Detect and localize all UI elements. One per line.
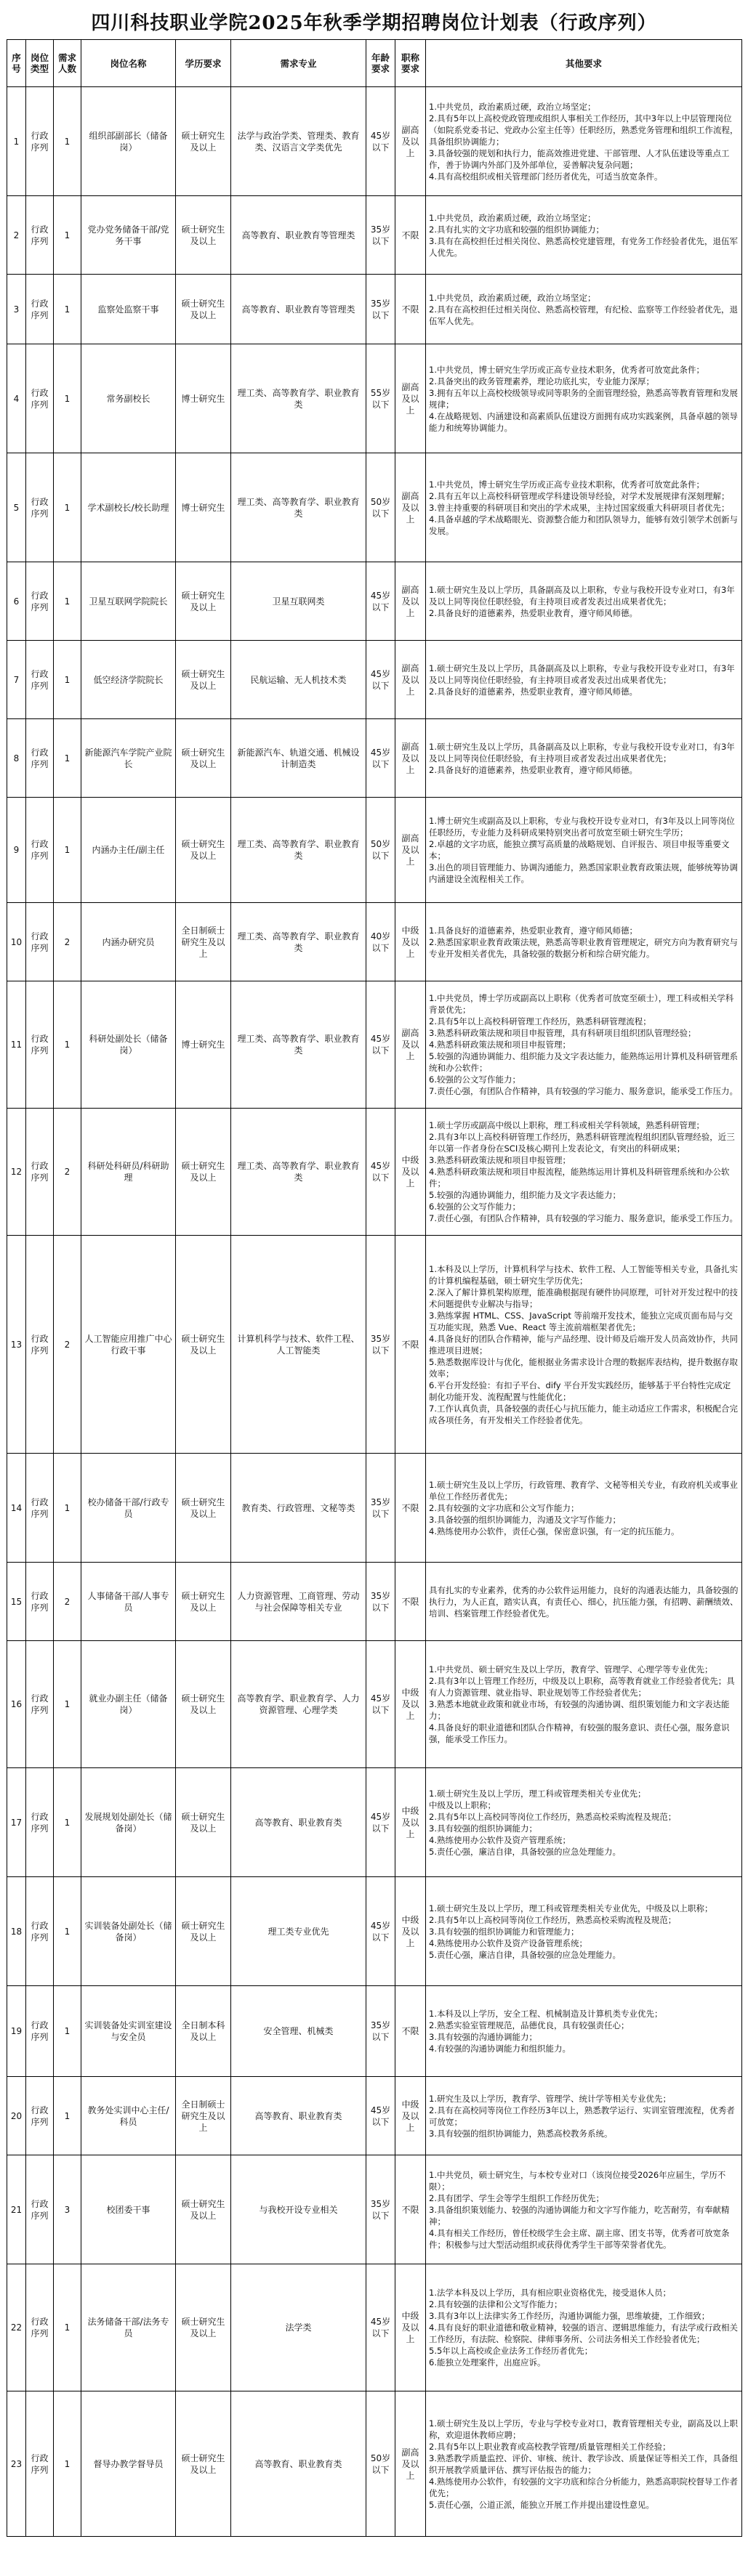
position-name: 党办党务储备干部/党务干事 bbox=[81, 196, 176, 275]
other-requirements bbox=[426, 798, 742, 903]
headcount: 1 bbox=[54, 2391, 81, 2537]
title-requirement: 副高及以上 bbox=[395, 2391, 426, 2537]
major-requirement: 安全管理、机械类 bbox=[231, 1986, 366, 2077]
other-requirements bbox=[426, 275, 742, 344]
major-requirement: 高等教育学、职业教育学、人力资源管理、心理学类 bbox=[231, 1641, 366, 1768]
title-requirement: 不限 bbox=[395, 1454, 426, 1563]
table-row bbox=[7, 1986, 742, 2077]
table-row bbox=[7, 1563, 742, 1641]
table-row bbox=[7, 641, 742, 719]
other-requirements bbox=[426, 2155, 742, 2264]
title-requirement: 不限 bbox=[395, 1986, 426, 2077]
row-number: 1 bbox=[7, 87, 26, 196]
major-requirement: 理工类、高等教育学、职业教育类 bbox=[231, 453, 366, 562]
title-requirement: 不限 bbox=[395, 1563, 426, 1641]
table-row bbox=[7, 1236, 742, 1454]
age-requirement: 35岁以下 bbox=[366, 2155, 395, 2264]
position-category: 行政序列 bbox=[26, 1454, 54, 1563]
position-name: 就业办副主任（储备岗） bbox=[81, 1641, 176, 1768]
requirements-text: 1.中共党员，政治素质过硬，政治立场坚定； 2.具有在高校担任过相关岗位、熟悉高校管理，有纪检、监察等工作经验者优先，退伍军人优先。 bbox=[429, 292, 738, 326]
position-name: 督导办教学督导员 bbox=[81, 2391, 176, 2537]
headcount: 1 bbox=[54, 2264, 81, 2391]
row-number: 9 bbox=[7, 798, 26, 903]
row-number: 14 bbox=[7, 1454, 26, 1563]
position-name: 内涵办研究员 bbox=[81, 903, 176, 981]
position-category: 行政序列 bbox=[26, 2264, 54, 2391]
other-requirements bbox=[426, 1768, 742, 1877]
education-requirement: 硕士研究生及以上 bbox=[176, 196, 231, 275]
row-number: 6 bbox=[7, 562, 26, 641]
age-requirement: 45岁以下 bbox=[366, 981, 395, 1109]
header-position: 岗位名称 bbox=[81, 40, 176, 87]
major-requirement: 法学与政治学类、管理类、教育类、汉语言文学类优先 bbox=[231, 87, 366, 196]
education-requirement: 硕士研究生及以上 bbox=[176, 2155, 231, 2264]
title-requirement: 副高及以上 bbox=[395, 981, 426, 1109]
table-row bbox=[7, 1768, 742, 1877]
table-row bbox=[7, 903, 742, 981]
age-requirement: 55岁以下 bbox=[366, 344, 395, 453]
row-number: 15 bbox=[7, 1563, 26, 1641]
row-number: 7 bbox=[7, 641, 26, 719]
table-row bbox=[7, 562, 742, 641]
title-requirement: 副高及以上 bbox=[395, 798, 426, 903]
education-requirement: 硕士研究生及以上 bbox=[176, 798, 231, 903]
other-requirements bbox=[426, 196, 742, 275]
age-requirement: 45岁以下 bbox=[366, 1768, 395, 1877]
age-requirement: 35岁以下 bbox=[366, 1236, 395, 1454]
row-number: 23 bbox=[7, 2391, 26, 2537]
row-number: 10 bbox=[7, 903, 26, 981]
recruitment-table bbox=[7, 39, 742, 2537]
row-number: 18 bbox=[7, 1877, 26, 1986]
header-count: 需求人数 bbox=[54, 40, 81, 87]
headcount: 1 bbox=[54, 1986, 81, 2077]
other-requirements bbox=[426, 903, 742, 981]
table-row bbox=[7, 719, 742, 798]
requirements-text: 1.研究生及以上学历，教育学、管理学、统计学等相关专业优先； 2.具有在高校同等岗位工作经历3年以上，熟悉教学运行、实训室管理流程，优秀者可放宽； 3.具有较强的组织协调能力，熟悉高校教务系统。 bbox=[429, 2093, 735, 2139]
headcount: 1 bbox=[54, 344, 81, 453]
row-number: 21 bbox=[7, 2155, 26, 2264]
headcount: 1 bbox=[54, 1454, 81, 1563]
major-requirement: 法学类 bbox=[231, 2264, 366, 2391]
age-requirement: 45岁以下 bbox=[366, 1109, 395, 1236]
row-number: 5 bbox=[7, 453, 26, 562]
other-requirements bbox=[426, 1877, 742, 1986]
position-name: 监察处监察干事 bbox=[81, 275, 176, 344]
major-requirement: 高等教育、职业教育等管理类 bbox=[231, 275, 366, 344]
education-requirement: 硕士研究生及以上 bbox=[176, 87, 231, 196]
title-requirement: 中级及以上 bbox=[395, 2077, 426, 2155]
age-requirement: 45岁以下 bbox=[366, 562, 395, 641]
other-requirements bbox=[426, 981, 742, 1109]
table-row bbox=[7, 453, 742, 562]
title-requirement: 中级及以上 bbox=[395, 1877, 426, 1986]
position-category: 行政序列 bbox=[26, 1641, 54, 1768]
position-category: 行政序列 bbox=[26, 1986, 54, 2077]
header-age: 年龄要求 bbox=[366, 40, 395, 87]
requirements-text: 1.具备良好的道德素养，热爱职业教育，遵守师风师德； 2.熟悉国家职业教育政策法规，熟悉高等职业教育管理规定，研究方向为教育研究与专业开发相关者优先，具备较强的数据分析和综合研究能力。 bbox=[429, 925, 738, 959]
education-requirement: 博士研究生 bbox=[176, 453, 231, 562]
table-row bbox=[7, 2155, 742, 2264]
title-requirement: 中级及以上 bbox=[395, 1109, 426, 1236]
position-name: 卫星互联网学院院长 bbox=[81, 562, 176, 641]
position-name: 发展规划处副处长（储备岗） bbox=[81, 1768, 176, 1877]
table-row bbox=[7, 798, 742, 903]
requirements-text: 1.硕士研究生及以上学历，行政管理、教育学、文秘等相关专业，有政府机关或事业单位工作经历者优先； 2.具有较强的文字功底和公文写作能力； 3.具备较强的组织协调能力，沟通及文字写作能力； 4.熟练使用办公软件，责任心强，保密意识强，有一定的抗压能力。 bbox=[429, 1479, 738, 1536]
row-number: 20 bbox=[7, 2077, 26, 2155]
position-name: 校团委干事 bbox=[81, 2155, 176, 2264]
age-requirement: 35岁以下 bbox=[366, 275, 395, 344]
major-requirement: 与我校开设专业相关 bbox=[231, 2155, 366, 2264]
headcount: 1 bbox=[54, 1877, 81, 1986]
position-category: 行政序列 bbox=[26, 1877, 54, 1986]
headcount: 2 bbox=[54, 1109, 81, 1236]
education-requirement: 硕士研究生及以上 bbox=[176, 562, 231, 641]
major-requirement: 教育类、行政管理、文秘等类 bbox=[231, 1454, 366, 1563]
position-category: 行政序列 bbox=[26, 562, 54, 641]
header-category: 岗位类型 bbox=[26, 40, 54, 87]
position-name: 科研处科研员/科研助理 bbox=[81, 1109, 176, 1236]
title-requirement: 不限 bbox=[395, 2155, 426, 2264]
education-requirement: 硕士研究生及以上 bbox=[176, 275, 231, 344]
age-requirement: 50岁以下 bbox=[366, 453, 395, 562]
position-name: 科研处副处长（储备岗） bbox=[81, 981, 176, 1109]
age-requirement: 45岁以下 bbox=[366, 2264, 395, 2391]
requirements-text: 1.博士研究生或副高及以上职称，专业与我校开设专业对口，有3年及以上同等岗位任职经历，专业能力及科研成果特别突出者可放宽至硕士研究生学历； 2.卓越的文字功底，能独立撰写高质量的战略规划、自评报告、项目申报等重要文本； 3.出色的项目管理能力、协调沟通能力，熟悉国家职业教育政策法规，能够统筹协调内涵建设全流程相关工作。 bbox=[429, 816, 738, 884]
headcount: 1 bbox=[54, 1768, 81, 1877]
headcount: 2 bbox=[54, 1563, 81, 1641]
education-requirement: 硕士研究生及以上 bbox=[176, 1563, 231, 1641]
education-requirement: 全日制硕士研究生及以上 bbox=[176, 2077, 231, 2155]
other-requirements bbox=[426, 1236, 742, 1454]
other-requirements bbox=[426, 2264, 742, 2391]
other-requirements bbox=[426, 1563, 742, 1641]
major-requirement: 理工类、高等教育学、职业教育类 bbox=[231, 903, 366, 981]
requirements-text: 1.本科及以上学历，安全工程、机械制造及计算机类专业优先； 2.熟悉实验室管理规范，品德优良，具有较强责任心； 3.具有较强的沟通协调能力； 4.有较强的沟通协调能力和组织能力。 bbox=[429, 2009, 663, 2054]
position-category: 行政序列 bbox=[26, 2155, 54, 2264]
position-category: 行政序列 bbox=[26, 87, 54, 196]
requirements-text: 1.中共党员，博士研究生学历或正高专业技术职务，优秀者可放宽此条件； 2.具备突出的政务管理素养，理论功底扎实，专业能力深厚； 3.拥有五年以上高校校级领导或同等职务的全面管理经验，熟悉高等教育管理和发展规律； 4.在战略规划、内涵建设和高素质队伍建设方面拥有成功实践案例，具备卓越的领导能力和统筹协调能力。 bbox=[429, 364, 738, 433]
headcount: 1 bbox=[54, 87, 81, 196]
position-category: 行政序列 bbox=[26, 453, 54, 562]
other-requirements bbox=[426, 453, 742, 562]
position-category: 行政序列 bbox=[26, 344, 54, 453]
major-requirement: 人力资源管理、工商管理、劳动与社会保障等相关专业 bbox=[231, 1563, 366, 1641]
table-row bbox=[7, 2264, 742, 2391]
age-requirement: 45岁以下 bbox=[366, 1641, 395, 1768]
requirements-text: 1.硕士研究生及以上学历，具备副高及以上职称，专业与我校开设专业对口，有3年及以上同等岗位任职经验，有主持项目或者发表过出成果者优先； 2.具备良好的道德素养，热爱职业教育，遵守师风师德。 bbox=[429, 741, 735, 775]
requirements-text: 1.硕士研究生及以上学历，专业与学校专业对口，教育管理相关专业，副高及以上职称，欢迎退休教师应聘； 2.具有5年以上职业教育或高校教学管理/质量管理相关工作经验； 3.熟悉教学质量监控、评价、审核、统计、教学诊改、质量保证等相关工作，具备组织开展教学质量评估、撰写评估报告的能力； 4.熟练使用办公软件，有较强的文字功底和综合分析能力，熟悉高职院校督导工作者优先； 5.责任心强，公道正派，能独立开展工作并提出建设性意见。 bbox=[429, 2418, 738, 2510]
table-row bbox=[7, 1641, 742, 1768]
age-requirement: 45岁以下 bbox=[366, 719, 395, 798]
other-requirements bbox=[426, 1641, 742, 1768]
header-requirements: 其他要求 bbox=[426, 40, 742, 87]
education-requirement: 硕士研究生及以上 bbox=[176, 719, 231, 798]
age-requirement: 50岁以下 bbox=[366, 2391, 395, 2537]
education-requirement: 硕士研究生及以上 bbox=[176, 1109, 231, 1236]
headcount: 1 bbox=[54, 981, 81, 1109]
row-number: 17 bbox=[7, 1768, 26, 1877]
table-row bbox=[7, 2391, 742, 2537]
other-requirements bbox=[426, 1109, 742, 1236]
position-category: 行政序列 bbox=[26, 798, 54, 903]
education-requirement: 博士研究生 bbox=[176, 344, 231, 453]
position-name: 低空经济学院院长 bbox=[81, 641, 176, 719]
row-number: 2 bbox=[7, 196, 26, 275]
position-category: 行政序列 bbox=[26, 1563, 54, 1641]
headcount: 1 bbox=[54, 641, 81, 719]
headcount: 2 bbox=[54, 903, 81, 981]
position-name: 校办储备干部/行政专员 bbox=[81, 1454, 176, 1563]
major-requirement: 理工类、高等教育学、职业教育类 bbox=[231, 798, 366, 903]
headcount: 1 bbox=[54, 798, 81, 903]
other-requirements bbox=[426, 2391, 742, 2537]
position-category: 行政序列 bbox=[26, 641, 54, 719]
other-requirements bbox=[426, 1454, 742, 1563]
age-requirement: 35岁以下 bbox=[366, 1454, 395, 1563]
other-requirements bbox=[426, 719, 742, 798]
row-number: 13 bbox=[7, 1236, 26, 1454]
education-requirement: 全日制本科及以上 bbox=[176, 1986, 231, 2077]
other-requirements bbox=[426, 87, 742, 196]
position-name: 法务储备干部/法务专员 bbox=[81, 2264, 176, 2391]
requirements-text: 1.硕士研究生及以上学历，具备副高及以上职称，专业与我校开设专业对口，有3年及以上同等岗位任职经验，有主持项目或者发表过出成果者优先； 2.具备良好的道德素养，热爱职业教育，遵守师风师德。 bbox=[429, 663, 735, 697]
age-requirement: 50岁以下 bbox=[366, 798, 395, 903]
table-row bbox=[7, 1877, 742, 1986]
page-title: 四川科技职业学院2025年秋季学期招聘岗位计划表（行政序列） bbox=[91, 12, 657, 34]
other-requirements bbox=[426, 1986, 742, 2077]
row-number: 16 bbox=[7, 1641, 26, 1768]
position-name: 人事储备干部/人事专员 bbox=[81, 1563, 176, 1641]
headcount: 1 bbox=[54, 719, 81, 798]
position-name: 内涵办主任/副主任 bbox=[81, 798, 176, 903]
requirements-text: 1.硕士研究生及以上学历，理工科或管理类相关专业优先； 中级及以上职称； 2.具有5年以上高校同等岗位工作经历，熟悉高校采购流程及规范； 3.具有较强的组织协调能力； 4.熟练使用办公软件及资产管理系统； 5.责任心强，廉洁自律，具备较强的应急处理能力。 bbox=[429, 1788, 677, 1857]
position-category: 行政序列 bbox=[26, 981, 54, 1109]
headcount: 1 bbox=[54, 275, 81, 344]
requirements-text: 1.硕士研究生及以上学历，理工科或管理类相关专业优先，中级及以上职称； 2.具有5年以上高校同等岗位工作经历，熟悉高校采购流程及规范； 3.具有较强的组织协调能力和管理能力； 4.熟练使用办公软件及资产设备管理系统； 5.责任心强，廉洁自律，具备较强的应急处理能力。 bbox=[429, 1903, 713, 1960]
row-number: 8 bbox=[7, 719, 26, 798]
title-requirement: 中级及以上 bbox=[395, 1768, 426, 1877]
requirements-text: 1.本科及以上学历，计算机科学与技术、软件工程、人工智能等相关专业，具备扎实的计算机编程基础，硕士研究生学历优先； 2.深入了解计算机架构原理，能准确根据现有硬件协同原理，可针对开发过程中的技术问题提供专业解决与指导； 3.熟练掌握 HTML、CSS、JavaScript 等前端开发技术，能独立完成页面布局与交互功能实现，熟悉 Vue、React 等主流前端框架者优先； 4.具备良好的团队合作精神，能与产品经理、设计师及后端开发人员高效协作，共同推进项目进展； 5.熟悉数据库设计与优化，能根据业务需求设计合理的数据库表结构，提升数据存取效率； 6.平台开发经验：有扣子平台、dify 平台开发实践经历，能够基于平台特性完成定制化功能开发、流程配置与性能优化； 7.工作认真负责，具备较强的责任心与抗压能力，能主动适应工作需求，积极配合完成各项任务，有开发相关工作经验者优先。 bbox=[429, 1263, 738, 1425]
position-name: 学术副校长/校长助理 bbox=[81, 453, 176, 562]
other-requirements bbox=[426, 641, 742, 719]
title-requirement: 副高及以上 bbox=[395, 562, 426, 641]
table-row bbox=[7, 275, 742, 344]
position-category: 行政序列 bbox=[26, 2391, 54, 2537]
age-requirement: 45岁以下 bbox=[366, 87, 395, 196]
education-requirement: 硕士研究生及以上 bbox=[176, 1768, 231, 1877]
table-row bbox=[7, 1109, 742, 1236]
other-requirements bbox=[426, 562, 742, 641]
title-requirement: 不限 bbox=[395, 196, 426, 275]
position-name: 组织部副部长（储备岗） bbox=[81, 87, 176, 196]
major-requirement: 理工类专业优先 bbox=[231, 1877, 366, 1986]
header-major: 需求专业 bbox=[231, 40, 366, 87]
title-requirement: 副高及以上 bbox=[395, 719, 426, 798]
title-requirement: 中级及以上 bbox=[395, 903, 426, 981]
position-name: 实训装备处实训室建设与安全员 bbox=[81, 1986, 176, 2077]
major-requirement: 高等教育、职业教育类 bbox=[231, 2391, 366, 2537]
row-number: 22 bbox=[7, 2264, 26, 2391]
major-requirement: 计算机科学与技术、软件工程、人工智能类 bbox=[231, 1236, 366, 1454]
table-row bbox=[7, 87, 742, 196]
table-header-row bbox=[7, 40, 742, 87]
table-row bbox=[7, 1454, 742, 1563]
headcount: 1 bbox=[54, 1641, 81, 1768]
headcount: 1 bbox=[54, 196, 81, 275]
headcount: 3 bbox=[54, 2155, 81, 2264]
position-category: 行政序列 bbox=[26, 1236, 54, 1454]
row-number: 3 bbox=[7, 275, 26, 344]
table-row bbox=[7, 344, 742, 453]
education-requirement: 硕士研究生及以上 bbox=[176, 2264, 231, 2391]
requirements-text: 具有扎实的专业素养，优秀的办公软件运用能力，良好的沟通表达能力，具备较强的执行力，为人正直，踏实认真，有责任心、细心，抗压能力强，有招聘、薪酬绩效、培训、档案管理工作经验者优先。 bbox=[429, 1584, 739, 1619]
table-row bbox=[7, 2077, 742, 2155]
major-requirement: 理工类、高等教育学、职业教育类 bbox=[231, 344, 366, 453]
education-requirement: 全日制硕士研究生及以上 bbox=[176, 903, 231, 981]
requirements-text: 1.中共党员，硕士研究生，与本校专业对口（该岗位接受2026年应届生，学历不限）； 2.具有团学、学生会等学生组织工作经历优先； 3.具备组织策划能力、较强的沟通协调能力和文字写作能力，吃苦耐劳，有奉献精神； 4.具有相关工作经历，曾任校级学生会主席、副主席、团支书等，优秀者可放宽条件；积极参与过大型活动组织或获得优秀学生干部等荣誉者优先。 bbox=[429, 2169, 730, 2250]
requirements-text: 1.中共党员，博士研究生学历或正高专业技术职称，优秀者可放宽此条件； 2.具有五年以上高校科研管理或学科建设领导经验，对学术发展规律有深刻理解； 3.曾主持重要的科研项目和突出的学术成果，主持过国家级重大科研项目者优先； 4.具备卓越的学术战略眼光、资源整合能力和团队领导力，能够有效引领学术创新与发展。 bbox=[429, 479, 738, 536]
requirements-text: 1.法学本科及以上学历，具有相应职业资格优先，接受退休人员； 2.具有较强的法律和公文写作能力； 3.具有3年以上法律实务工作经历，沟通协调能力强，思维敏捷，工作细致； 4.具有良好的职业道德和敬业精神，较强的语言、逻辑思维能力，有法学或行政相关工作经历，有法院、检察院、律师事务所、公司法务相关工作经验者优先； 5.5年以上高校或企业法务工作经历者优先； 6.能独立处理案件，出庭应诉。 bbox=[429, 2288, 738, 2368]
requirements-text: 1.中共党员，政治素质过硬，政治立场坚定； 2.具有5年以上高校党政管理或组织人事相关工作经历，其中3年以上中层管理岗位（如院系党委书记、党政办公室主任等）任职经历，熟悉党务管理和组织工作流程，具备组织协调能力； 3.具备较强的规划和执行力，能高效推进党建、干部管理、人才队伍建设等重点工作，善于协调内外部门及外部单位，妥善解决复杂问题； 4.具有高校组织或相关管理部门经历者优先，可适当放宽条件。 bbox=[429, 101, 739, 182]
position-category: 行政序列 bbox=[26, 1109, 54, 1236]
age-requirement: 45岁以下 bbox=[366, 2077, 395, 2155]
position-name: 人工智能应用推广中心行政干事 bbox=[81, 1236, 176, 1454]
title-requirement: 不限 bbox=[395, 275, 426, 344]
position-category: 行政序列 bbox=[26, 275, 54, 344]
table-row bbox=[7, 196, 742, 275]
requirements-text: 1.硕士研究生及以上学历，具备副高及以上职称，专业与我校开设专业对口，有3年及以上同等岗位任职经验，有主持项目或者发表过出成果者优先； 2.具备良好的道德素养，热爱职业教育，遵守师风师德。 bbox=[429, 584, 735, 618]
age-requirement: 35岁以下 bbox=[366, 1986, 395, 2077]
position-name: 常务副校长 bbox=[81, 344, 176, 453]
other-requirements bbox=[426, 2077, 742, 2155]
major-requirement: 理工类、高等教育学、职业教育类 bbox=[231, 1109, 366, 1236]
headcount: 2 bbox=[54, 1236, 81, 1454]
education-requirement: 硕士研究生及以上 bbox=[176, 1641, 231, 1768]
position-name: 教务处实训中心主任/科员 bbox=[81, 2077, 176, 2155]
row-number: 11 bbox=[7, 981, 26, 1109]
requirements-text: 1.中共党员、硕士研究生及以上学历，教育学、管理学、心理学等专业优先； 2.具有3年以上管理工作经历，中级及以上职称，高等教育就业工作经验者优先；具有人力资源管理、就业指导、职业规划等工作经验者优先； 3.熟悉本地就业政策和就业市场，有较强的沟通协调、组织策划能力和文字表达能力； 4.具备良好的职业道德和团队合作精神，有较强的服务意识、责任心强，服务意识强，能承受工作压力。 bbox=[429, 1664, 735, 1744]
title-requirement: 中级及以上 bbox=[395, 1641, 426, 1768]
requirements-text: 1.中共党员，政治素质过硬，政治立场坚定； 2.具有扎实的文字功底和较强的组织协调能力； 3.具有在高校担任过相关岗位、熟悉高校党建管理，有党务工作经验者优先，退伍军人优先。 bbox=[429, 212, 738, 258]
row-number: 12 bbox=[7, 1109, 26, 1236]
education-requirement: 硕士研究生及以上 bbox=[176, 1236, 231, 1454]
major-requirement: 卫星互联网类 bbox=[231, 562, 366, 641]
position-category: 行政序列 bbox=[26, 719, 54, 798]
other-requirements bbox=[426, 344, 742, 453]
requirements-text: 1.硕士学历或副高中级以上职称，理工科或相关学科领域，熟悉科研管理； 2.具有3年以上高校科研管理工作经历，熟悉科研管理流程组织团队管理经验，近三年以第一作者身份在SCI及核心期刊上发表论文，有突出的科研成果； 3.熟悉科研政策法规和项目申报管理； 4.熟悉科研政策法规和项目申报流程，能熟练运用计算机及科研管理系统和办公软件； 5.较强的沟通协调能力，组织能力及文字表达能力； 6.较强的公文写作能力； 7.责任心强，有团队合作精神，具有较强的学习能力、服务意识，能承受工作压力。 bbox=[429, 1120, 738, 1223]
age-requirement: 35岁以下 bbox=[366, 1563, 395, 1641]
headcount: 1 bbox=[54, 562, 81, 641]
age-requirement: 40岁以下 bbox=[366, 903, 395, 981]
title-requirement: 副高及以上 bbox=[395, 344, 426, 453]
major-requirement: 理工类、高等教育学、职业教育类 bbox=[231, 981, 366, 1109]
title-requirement: 不限 bbox=[395, 1236, 426, 1454]
major-requirement: 民航运输、无人机技术类 bbox=[231, 641, 366, 719]
education-requirement: 硕士研究生及以上 bbox=[176, 641, 231, 719]
major-requirement: 高等教育、职业教育类 bbox=[231, 1768, 366, 1877]
major-requirement: 高等教育、职业教育等管理类 bbox=[231, 196, 366, 275]
header-education: 学历要求 bbox=[176, 40, 231, 87]
headcount: 1 bbox=[54, 453, 81, 562]
table-row bbox=[7, 981, 742, 1109]
major-requirement: 新能源汽车、轨道交通、机械设计制造类 bbox=[231, 719, 366, 798]
education-requirement: 硕士研究生及以上 bbox=[176, 1454, 231, 1563]
age-requirement: 45岁以下 bbox=[366, 641, 395, 719]
position-name: 实训装备处副处长（储备岗） bbox=[81, 1877, 176, 1986]
title-requirement: 副高及以上 bbox=[395, 453, 426, 562]
title-requirement: 副高及以上 bbox=[395, 87, 426, 196]
education-requirement: 博士研究生 bbox=[176, 981, 231, 1109]
header-no: 序号 bbox=[7, 40, 26, 87]
education-requirement: 硕士研究生及以上 bbox=[176, 1877, 231, 1986]
header-title: 职称要求 bbox=[395, 40, 426, 87]
position-category: 行政序列 bbox=[26, 196, 54, 275]
position-name: 新能源汽车学院产业院长 bbox=[81, 719, 176, 798]
title-requirement: 中级及以上 bbox=[395, 2264, 426, 2391]
position-category: 行政序列 bbox=[26, 903, 54, 981]
title-requirement: 副高及以上 bbox=[395, 641, 426, 719]
age-requirement: 35岁以下 bbox=[366, 196, 395, 275]
major-requirement: 高等教育、职业教育类 bbox=[231, 2077, 366, 2155]
requirements-text: 1.中共党员，博士学历或副高以上职称（优秀者可放宽至硕士），理工科或相关学科背景优先； 2.具有5年以上高校科研管理工作经历，熟悉科研管理流程； 3.熟悉科研政策法规和项目申报管理，具有科研项目组织团队管理经验； 4.熟悉科研政策法规和项目申报管理； 5.较强的沟通协调能力、组织能力及文字表达能力，能熟练运用计算机及科研管理系统和办公软件； 6.较强的公文写作能力； 7.责任心强，有团队合作精神，具有较强的学习能力、服务意识，能承受工作压力。 bbox=[429, 993, 738, 1096]
row-number: 4 bbox=[7, 344, 26, 453]
age-requirement: 45岁以下 bbox=[366, 1877, 395, 1986]
headcount: 1 bbox=[54, 2077, 81, 2155]
education-requirement: 硕士研究生及以上 bbox=[176, 2391, 231, 2537]
row-number: 19 bbox=[7, 1986, 26, 2077]
position-category: 行政序列 bbox=[26, 1768, 54, 1877]
position-category: 行政序列 bbox=[26, 2077, 54, 2155]
